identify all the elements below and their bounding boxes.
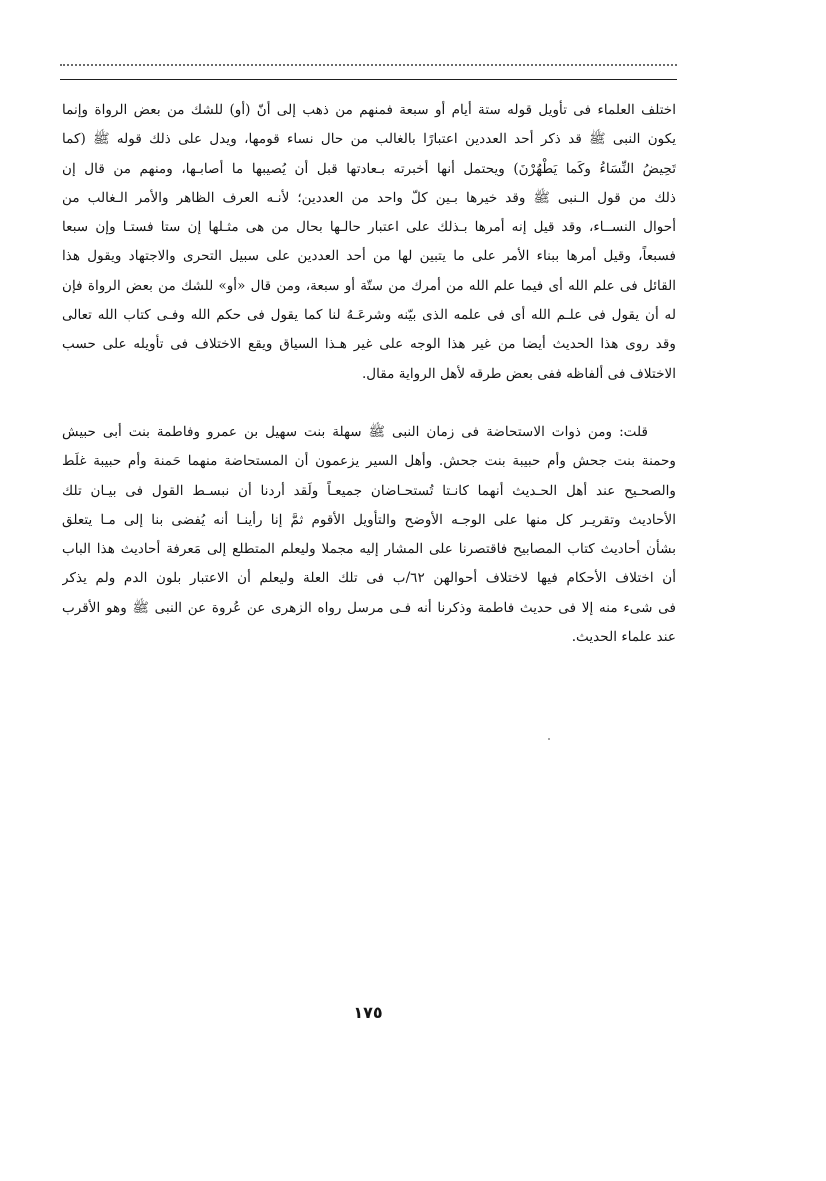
text-line: فى شىء منه إلا فى حديث فاطمة وذكرنا أنه فـى مرسل رواه الزهرى عن عُروة عن النبى ﷺ وهو الأقرب	[62, 599, 676, 616]
text-line: ذلك من قول الـنبى ﷺ وقد خيرها بـين كلّ واحد من العددين؛ لأنـه العرف الظاهر والأمر الـغالب من	[62, 189, 676, 206]
scan-speck	[548, 738, 550, 740]
text-line: له أن يقول فى علـم الله أى فى علمه الذى بيّنه وشرعَـهُ لنا كما يقول فى حكم الله وفـى كتاب الله تعالى	[62, 307, 676, 324]
text-line: الاختلاف فى ألفاظه ففى بعض طرقه لأهل الرواية مقال.	[361, 365, 676, 382]
text-line: بشأن أحاديث كتاب المصابيح فاقتصرنا على المشار إليه مجملا وليعلم المتطلع إلى مَعرفة أحاديث هذا الباب	[62, 541, 676, 558]
text-line: عند علماء الحديث.	[571, 629, 676, 646]
text-line: وحمنة بنت جحش وأم حبيبة بنت جحش. وأهل السير يزعمون أن المستحاضة منهما حَمنة وأم حبيبة غلَط	[62, 453, 676, 470]
text-line: والصحـيح عند أهل الحـديث أنهما كانـتا تُستحـاضان جميعـاً ولَقد أردنا أن نبسـط القول فى بيـان تلك	[62, 482, 676, 499]
text-line: فسبعاً، وقيل أمرها ببناء الأمر على ما يتبين لها من أحد العددين على سبيل التحرى والاجتهاد ويقول هذا	[62, 248, 676, 265]
text-line: اختلف العلماء فى تأويل قوله ستة أيام أو سبعة فمنهم من ذهب إلى أنّ (أو) للشك من بعض الرواة وإنما	[62, 102, 676, 118]
text-line: القائل فى علم الله أى فيما علم الله من أمرك من ستّة أو سبعة، ومن قال «أو» للشك من بعض الرواة فإن	[62, 277, 676, 294]
text-line: الأحاديث وتقريـر كل منها على الوجـه الأوضح والتأويل الأقوم ثمَّ إنا رأينـا أنه يُفضى بنا إلى مـا يتعلق	[62, 511, 676, 528]
text-line: أن اختلاف الأحكام فيها لاختلاف أحوالهن ٦٢/ب فى تلك العلة وليعلم أن الاعتبار بلون الدم ولم يذكر	[62, 570, 676, 587]
page-number: ١٧٥	[353, 1003, 383, 1022]
text-line: وقد روى هذا الحديث أيضا من غير هذا الوجه على غير هـذا السياق ويقع الاختلاف فى تأويله على حسب	[62, 336, 676, 353]
header-solid-rule	[60, 79, 677, 80]
text-line: أحوال النســاء، وقد قيل إنه أمرها بـذلك على اعتبار حالـها بحال من هى مثـلها إن ستا فستـا وإن سبعا	[62, 219, 676, 236]
header-dotted-rule	[60, 64, 677, 66]
text-line: تَحِيضُ النِّسَاءُ وكَما يَطْهُرْنَ) ويحتمل أنها أخبرته بـعادتها قبل أن يُصيبها ما أصابـها، ومنهم من قال إن	[62, 160, 676, 177]
text-line: قلت: ومن ذوات الاستحاضة فى زمان النبى ﷺ سهلة بنت سهيل بن عمرو وفاطمة بنت أبى حبيش	[62, 424, 648, 440]
paragraph-commentary	[62, 96, 676, 389]
text-line: يكون النبى ﷺ قد ذكر أحد العددين اعتبارًا بالغالب من حال نساء قومها، ويدل على ذلك قوله ﷺ (كما	[62, 131, 676, 148]
paragraph-qultu	[62, 418, 676, 652]
